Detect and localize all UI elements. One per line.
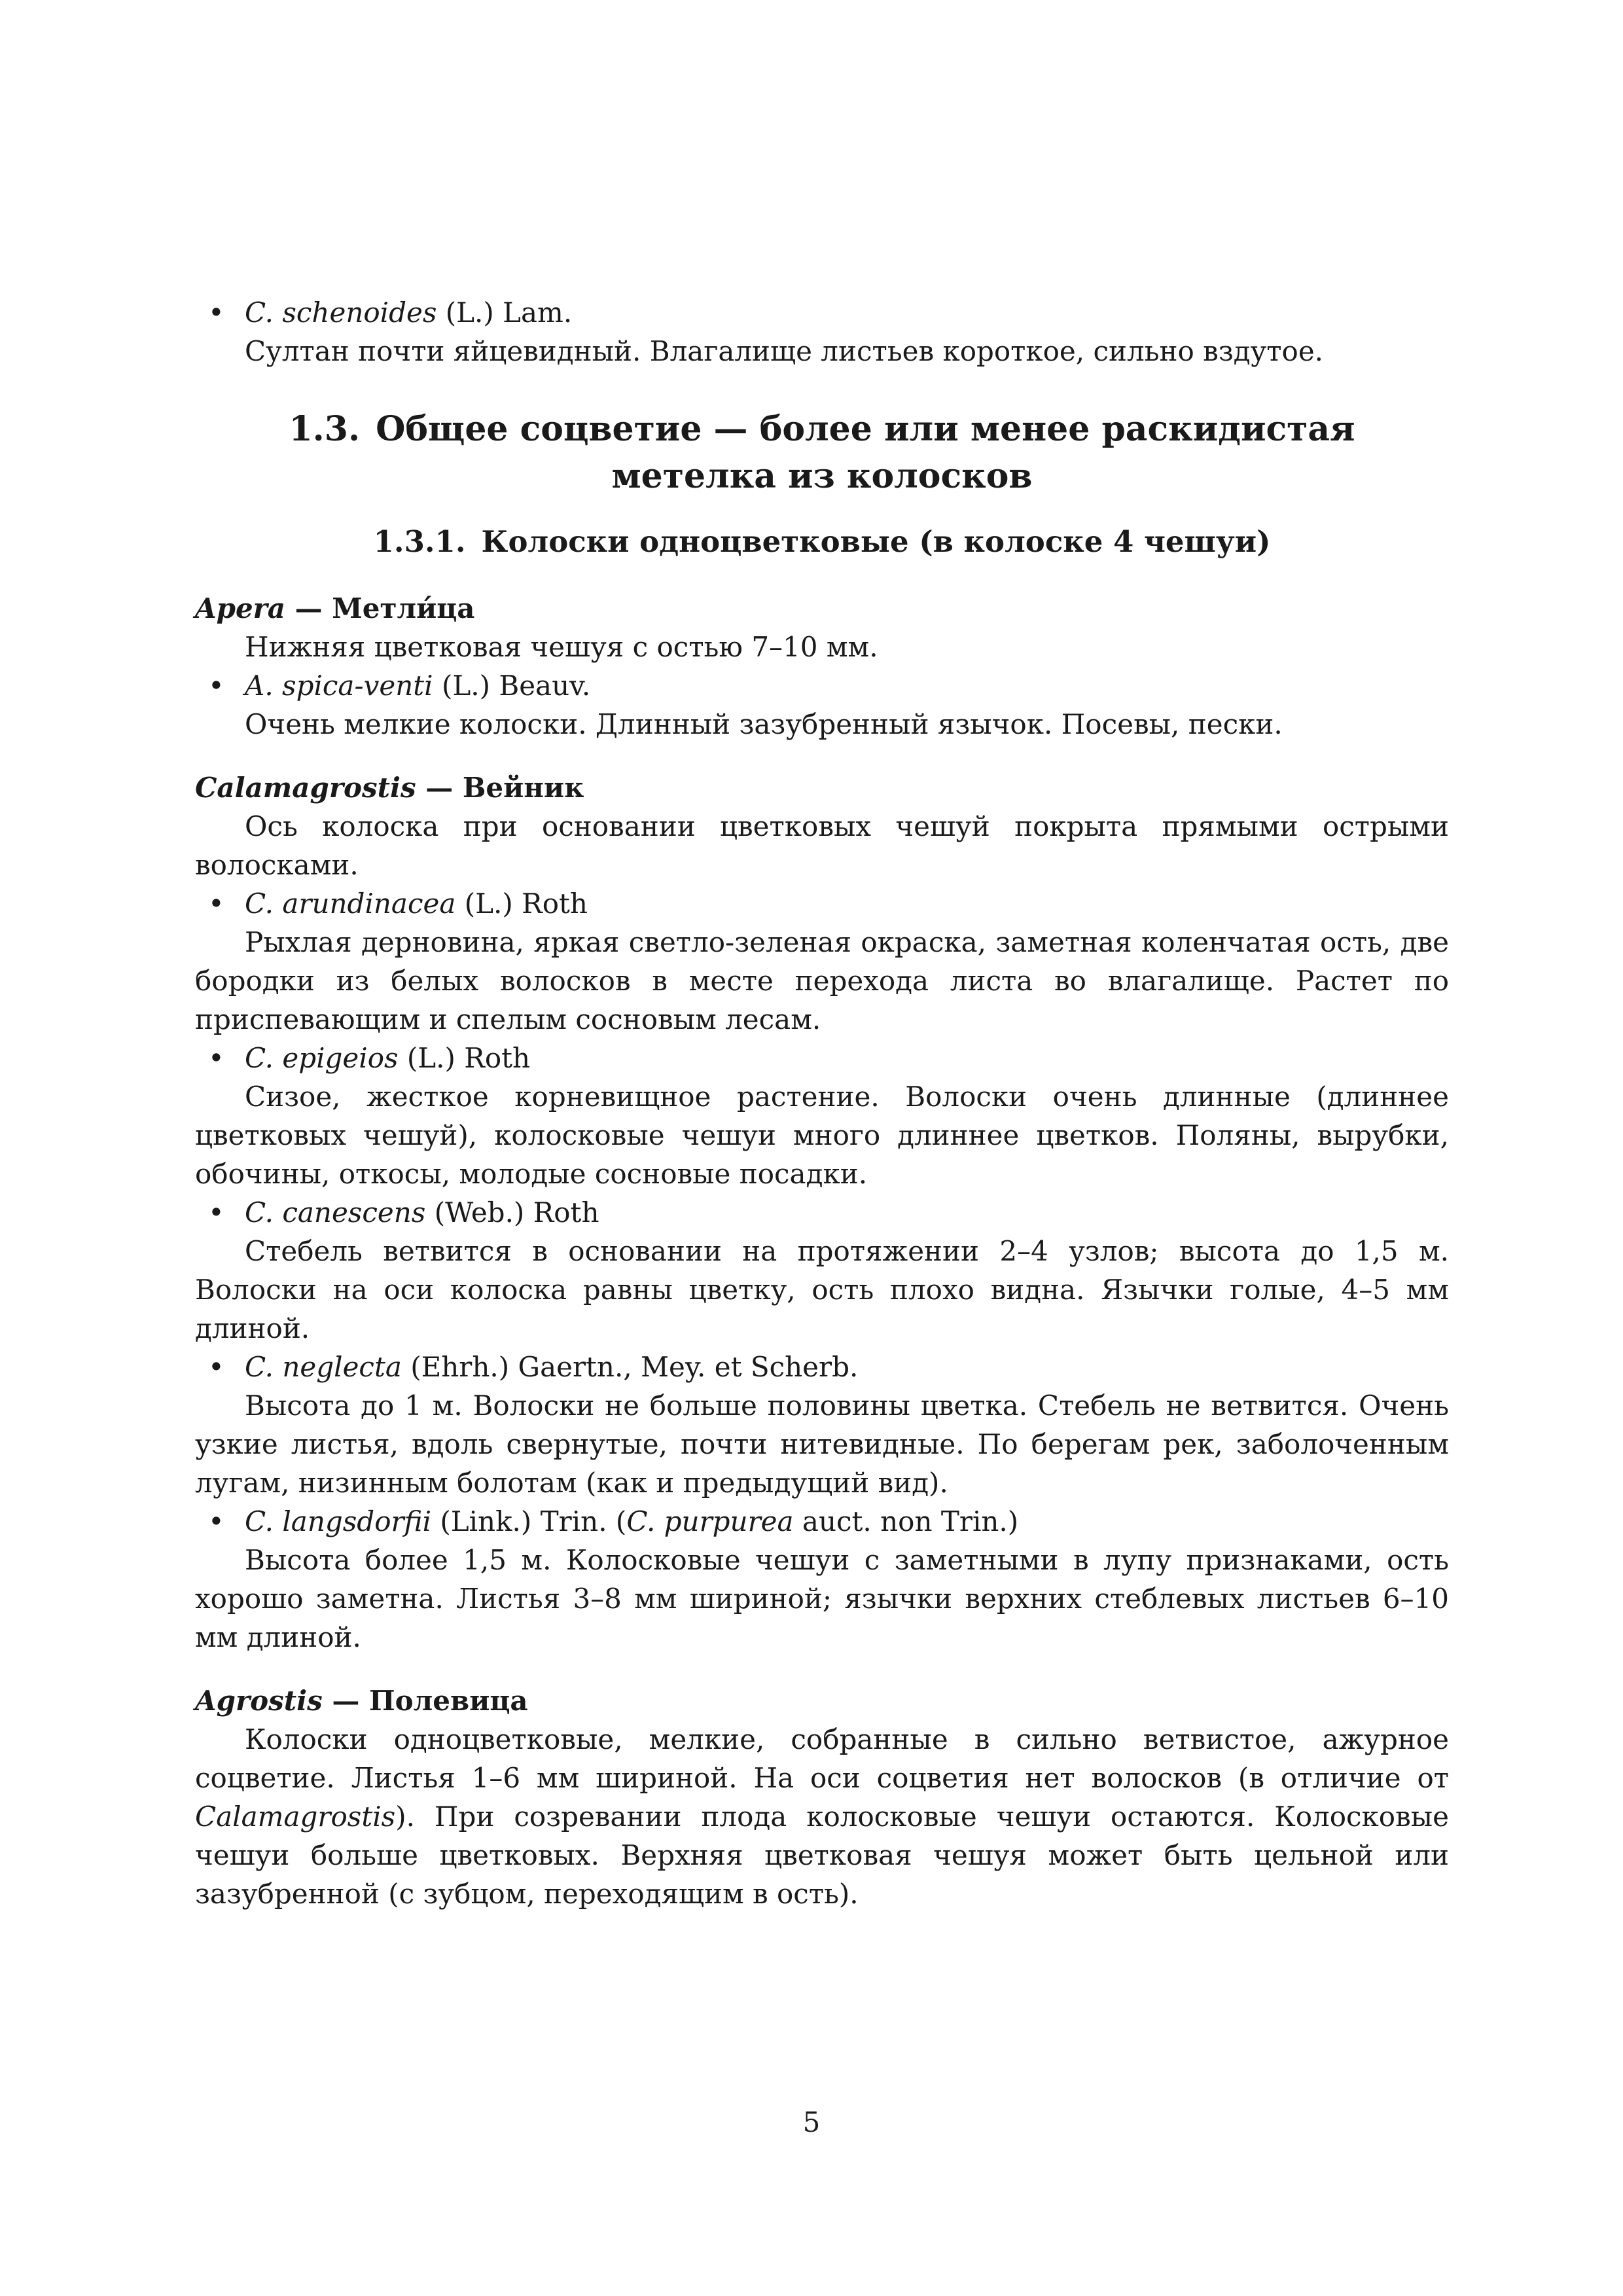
species-entry-c-langsdorfii	[195, 1502, 1449, 1541]
genus-heading-agrostis	[195, 1681, 1449, 1720]
species-name: C. canescens	[245, 1196, 426, 1229]
genus-description-part-1: Колоски одноцветковые, мелкие, собранные в сильно ветвистое, ажурное соцветие. Листья 1–6 мм шириной. На оси соцветия нет волосков (в отличие от	[195, 1723, 1449, 1794]
subsection-heading	[195, 522, 1449, 562]
genus-common-name: — Метли́ца	[285, 592, 475, 624]
bullet-icon: •	[208, 1042, 224, 1074]
species-authority: (Web.) Roth	[425, 1196, 599, 1229]
species-entry-c-epigeios	[195, 1039, 1449, 1077]
species-description: Высота более 1,5 м. Колосковые чешуи с заметными в лупу признаками, ость хорошо заметна. Листья 3–8 мм шириной; язычки верхних стеблевых листьев 6–10 мм длиной.	[195, 1544, 1449, 1653]
genus-heading-calamagrostis	[195, 768, 1449, 807]
section-heading	[195, 406, 1449, 500]
species-authority: (Link.) Trin. (	[431, 1505, 627, 1537]
genus-description-part-2: ). При созревании плода колосковые чешуи остаются. Колосковые чешуи больше цветковых. Верхняя цветковая чешуя может быть цельной или зазубренной (с зубцом, переходящим в ость).	[195, 1801, 1449, 1910]
species-authority: (L.) Roth	[455, 888, 588, 920]
species-name: C. epigeios	[245, 1042, 399, 1074]
genus-common-name: — Полевица	[322, 1685, 528, 1717]
species-description: Султан почти яйцевидный. Влагалище листьев короткое, сильно вздутое.	[245, 335, 1324, 367]
page-body	[195, 293, 1449, 1913]
species-synonym: C. purpurea	[626, 1505, 794, 1537]
bullet-icon: •	[208, 1196, 224, 1229]
species-entry-c-neglecta	[195, 1348, 1449, 1386]
species-synonym-authority: auct. non Trin.)	[793, 1505, 1019, 1537]
bullet-icon: •	[208, 1505, 224, 1537]
subsection-number: 1.3.1.	[373, 524, 466, 559]
species-authority: (Ehrh.) Gaertn., Mey. et Scherb.	[401, 1351, 859, 1383]
genus-latin-name: Calamagrostis	[195, 772, 416, 804]
genus-latin-name: Agrostis	[195, 1685, 323, 1717]
genus-description: Ось колоска при основании цветковых чешуй покрыта прямыми острыми волосками.	[195, 810, 1449, 881]
genus-heading-apera	[195, 589, 1449, 628]
species-entry-c-canescens	[195, 1193, 1449, 1232]
genus-description	[195, 1720, 1449, 1913]
species-name: C. langsdorfii	[245, 1505, 431, 1537]
species-name: C. arundinacea	[245, 888, 456, 920]
species-entry-c-schenoides	[195, 293, 1449, 332]
species-name: C. neglecta	[245, 1351, 402, 1383]
bullet-icon: •	[208, 670, 224, 702]
species-name: C. schenoides	[245, 296, 437, 329]
species-authority: (L.) Lam.	[437, 296, 573, 329]
species-description: Стебель ветвится в основании на протяжении 2–4 узлов; высота до 1,5 м. Волоски на оси колоска равны цветку, ость плохо видна. Язычки голые, 4–5 мм длиной.	[195, 1235, 1449, 1344]
species-authority: (L.) Beauv.	[433, 670, 591, 702]
species-description: Очень мелкие колоски. Длинный зазубренный язычок. Посевы, пески.	[245, 708, 1283, 740]
page-number: 5	[802, 2106, 821, 2138]
genus-common-name: — Вейник	[416, 772, 584, 804]
species-description: Высота до 1 м. Волоски не больше половины цветка. Стебель не ветвится. Очень узкие листья, вдоль свернутые, почти нитевидные. По берегам рек, заболоченным лугам, низинным болотам (как и предыдущий вид).	[195, 1390, 1449, 1499]
bullet-icon: •	[208, 888, 224, 920]
bullet-icon: •	[208, 296, 224, 329]
genus-description: Нижняя цветковая чешуя с остью 7–10 мм.	[245, 631, 878, 663]
genus-latin-name: Apera	[195, 592, 286, 624]
species-entry-c-arundinacea	[195, 884, 1449, 923]
species-description: Рыхлая дерновина, яркая светло-зеленая окраска, заметная коленчатая ость, две бородки из белых волосков в месте перехода листа во влагалище. Растет по приспевающим и спелым сосновым лесам.	[195, 926, 1449, 1035]
species-authority: (L.) Roth	[398, 1042, 531, 1074]
species-name: A. spica-venti	[245, 670, 433, 702]
section-title-line-1: Общее соцветие — более или менее раскидистая	[376, 409, 1355, 449]
bullet-icon: •	[208, 1351, 224, 1383]
subsection-title: Колоски одноцветковые (в колоске 4 чешуи)	[481, 524, 1271, 559]
section-title-line-2: метелка из колосков	[611, 456, 1033, 496]
genus-reference: Calamagrostis	[195, 1801, 396, 1833]
species-entry-a-spica-venti	[195, 666, 1449, 705]
species-description: Сизое, жесткое корневищное растение. Волоски очень длинные (длиннее цветковых чешуй), колосковые чешуи много длиннее цветков. Поляны, вырубки, обочины, откосы, молодые сосновые посадки.	[195, 1081, 1449, 1190]
section-number: 1.3.	[289, 409, 361, 449]
